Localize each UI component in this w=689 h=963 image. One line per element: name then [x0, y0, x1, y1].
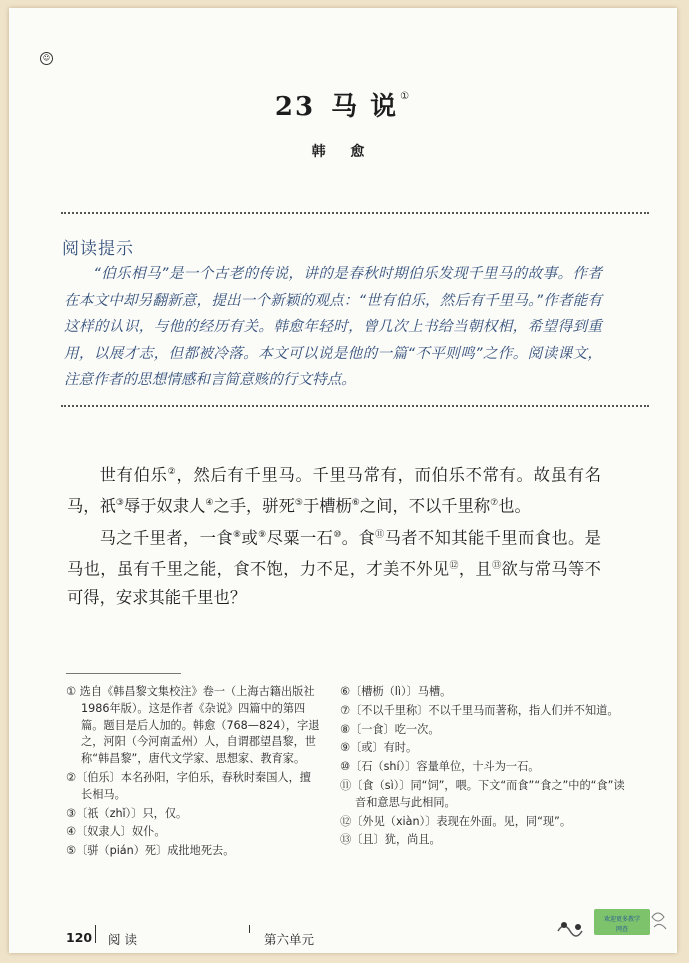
footnotes-left [66, 684, 321, 862]
footnote: ⑥〔槽枥（lì）〕马槽。 [340, 685, 452, 698]
footnote-marker: ⑬ [492, 561, 502, 572]
footnote-marker: ⑩ [333, 529, 342, 540]
footnote: ⑩〔石（shí）〕容量单位，十斗为一石。 [340, 760, 540, 774]
textbook-page [9, 8, 677, 953]
title-footnote-marker: ① [400, 91, 412, 103]
main-text [67, 458, 601, 612]
lesson-number: 23 [274, 92, 316, 122]
footer-tick [249, 925, 250, 933]
footnote: ④〔奴隶人〕奴仆。 [66, 825, 166, 839]
footnote-marker: ⑤ [294, 498, 303, 509]
footnote-marker: ⑨ [258, 529, 267, 540]
footnote: ⑦〔不以千里称〕不以千里马而著称，指人们并不知道。 [340, 703, 619, 717]
footnote: ① 选自《韩昌黎文集校注》卷一（上海古籍出版社1986年版）。这是作者《杂说》四篇中的第四篇。题目是后人加的。韩愈（768—824），字退之，河阳（今河南孟州）人，自谓郡望昌黎，世称“韩昌黎”，唐代文学家、思想家、教育家。 [66, 685, 320, 766]
stamp-text-line1: 欢迎更多教学 [603, 916, 641, 923]
title-text: 马 说 [331, 92, 399, 122]
main-paragraph-2: 马之千里者，一食⑧或⑨尽粟一石⑩。食⑪马者不知其能千里而食也。是马也，虽有千里之能，食不饱，力不足，才美不外见⑫，且⑬欲与常马等不可得，安求其能千里也？ [67, 528, 601, 607]
footnote: ②〔伯乐〕本名孙阳，字伯乐，春秋时秦国人，擅长相马。 [66, 770, 311, 801]
page-number: 120 [66, 930, 93, 945]
reading-tips-heading: 阅读提示 [62, 239, 134, 259]
footnote-marker: ⑫ [449, 561, 459, 572]
dotted-divider-top [61, 212, 649, 214]
footnote: ⑧〔一食〕吃一次。 [340, 722, 440, 736]
footnote-marker: ⑦ [490, 498, 499, 509]
footnote-marker: ③ [115, 498, 124, 509]
decorative-stamp-icon [554, 903, 670, 943]
footnotes-right [340, 684, 628, 851]
footnote: ⑪〔食（sì）〕同“饲”，喂。下文“而食”“食之”中的“食”读音和意思与此相同。 [340, 778, 625, 809]
dotted-divider-bottom [61, 405, 649, 407]
author-name: 韩 愈 [311, 144, 375, 160]
footer-separator [95, 925, 96, 943]
stamp-text-line2: 网查 [615, 926, 629, 933]
lesson-title [9, 86, 677, 123]
footnote: ⑤〔骈（pián）死〕成批地死去。 [66, 844, 235, 858]
footer-section: 阅读 [108, 932, 142, 947]
footnote-marker: ⑧ [233, 529, 242, 540]
footnote-marker: ⑪ [375, 529, 385, 540]
footnote-marker: ② [167, 467, 177, 477]
footer-unit: 第六单元 [264, 932, 315, 947]
footnote-rule [66, 673, 181, 674]
footnote-marker: ⑥ [351, 498, 360, 509]
main-paragraph-1: 世有伯乐②，然后有千里马。千里马常有，而伯乐不常有。故虽有名马，祇③辱于奴隶人④之手，骈死⑤于槽枥⑥之间，不以千里称⑦也。 [67, 465, 601, 516]
footnote: ③〔祇（zhǐ）〕只，仅。 [66, 806, 188, 820]
smiley-icon: ☺ [40, 52, 53, 65]
footnote: ⑬〔且〕犹，尚且。 [340, 833, 441, 847]
reading-tips-body: “伯乐相马”是一个古老的传说，讲的是春秋时期伯乐发现千里马的故事。作者在本文中却另翻新意，提出一个新颖的观点：“世有伯乐，然后有千里马。”作者能有这样的认识，与他的经历有关。韩愈年轻时，曾几次上书给当朝权相，希望得到重用，以展才志，但都被冷落。本文可以说是他的一篇“不平则鸣”之作。阅读课文，注意作者的思想情感和言简意赅的行文特点。 [64, 265, 602, 388]
footnote-marker: ④ [205, 498, 214, 509]
footnote: ⑫〔外见（xiàn）〕表现在外面。见，同“现”。 [340, 814, 572, 828]
footnote: ⑨〔或〕有时。 [340, 741, 418, 755]
